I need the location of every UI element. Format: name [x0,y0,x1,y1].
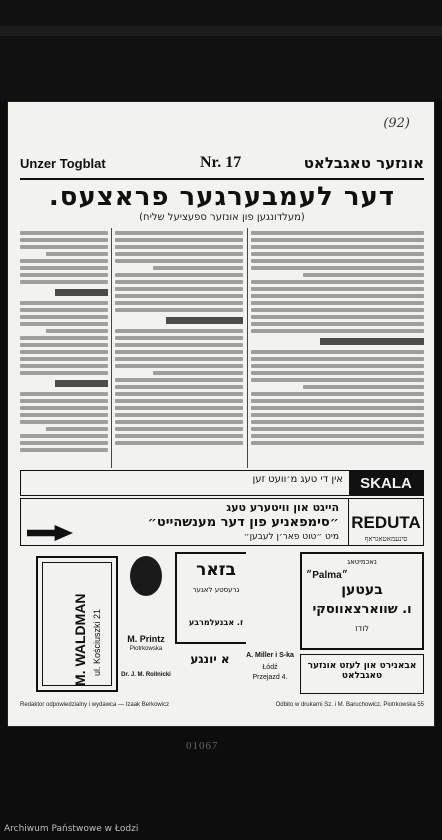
palma-ad [300,552,424,650]
miller-street: Przejazd 4. [252,674,288,681]
waldman-name: M. WALDMAN [72,593,88,686]
skala-ad-text: אין די טעג מ׳וועט זען [252,474,343,485]
classified-ads [20,550,424,698]
young-ad-title: א יונגע [190,652,230,666]
masthead [20,154,424,180]
miller-name: A. Miller i S-ka [246,652,294,659]
printz-ad [120,550,172,698]
imprint-editor: Redaktor odpowiedzialny i wydawca — Izaak Berkowicz [20,702,170,708]
headline: דער לעמבערגער פראצעס. [48,182,396,212]
reduta-line-2: ״סימפאניע פון דער מענשהייט״ [147,515,339,530]
article-column-3 [251,228,424,468]
column-rule [247,228,248,468]
archive-caption [0,818,442,840]
reduta-ad [20,498,424,546]
printz-name: M. Printz [127,634,165,644]
emblem-icon [130,556,162,596]
film-border [0,0,442,100]
skala-ad [20,470,424,496]
palma-address: לודז [355,624,369,633]
frame-number: 01067 [186,740,219,752]
film-strip [0,26,442,36]
bazar-owner: ז. אבנעלמרבע [188,618,244,627]
archive-label: Archiwum Państwowe w Łodzi [4,824,139,834]
article-column-2 [115,228,243,468]
reduta-logo: REDUTA [351,513,421,532]
imprint-printer: Odbito w drukarni Sz. i M. Baruchowicz, Piotrkowska 55 [275,702,424,708]
waldman-address: ul. Kościuszki 21 [92,608,102,676]
masthead-yiddish-title: אונזער טאגבלאט [303,154,424,172]
bazar-title: בזאר [196,560,236,580]
bazar-subtitle: גרעסטע לאגער [192,586,240,594]
newspaper-page [8,102,434,726]
miller-ad [246,550,294,698]
doctor-name: Dr. J. M. Rollnicki [121,672,171,678]
young-ad [175,648,245,694]
printz-street: Piotrkowska [129,646,163,652]
masthead-latin-title: Unzer Togblat [20,156,106,171]
reduta-line-3: מיט ״טוט פאר׳ן לעבען״ [243,532,339,542]
reduta-subtitle: סינעמאטאגראף [364,535,408,543]
miller-city: Łódź [262,664,278,671]
handwritten-page-number: (92) [383,116,410,131]
subscribe-text: אבאנירט און לעזט אונזער טאגבלאט [307,661,417,681]
reduta-line-1: הייגט און וויטערע טעג [226,501,339,514]
article-column-1 [20,228,108,468]
masthead-rule [20,178,424,180]
bazar-ad [175,552,257,644]
subhead: (מעלדונגען פון אונזער ספעציעל שליח) [139,212,305,223]
subscribe-ad [300,654,424,694]
reduta-logo-box [348,499,423,545]
palma-top-text: נאכמיטאג [347,558,377,566]
skala-logo: SKALA [349,471,423,495]
waldman-ad [36,556,118,692]
issue-number: Nr. 17 [200,154,242,171]
palma-name: ״Palma״ [306,570,348,581]
palma-person: ו. שווארצאווסקי [312,602,412,617]
palma-headline: בעטען [341,582,383,598]
column-rule [111,228,112,468]
